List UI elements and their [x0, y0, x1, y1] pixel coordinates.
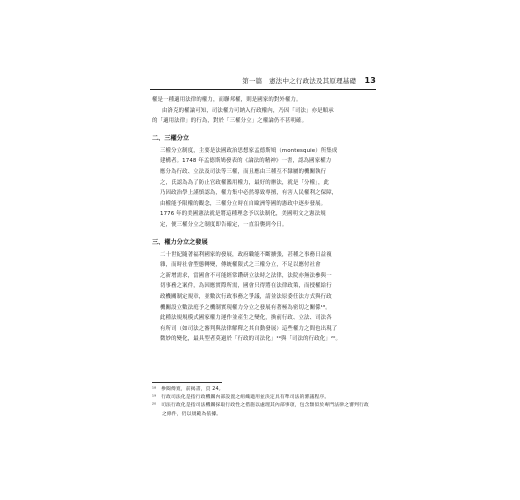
chapter-title: 第一篇 憲法中之行政法及其原理基礎 — [242, 77, 357, 85]
text-line: 機關設立數法庭予之機制實現權力分立之發展有著極為密切之關係¹⁸。 — [160, 304, 331, 311]
text-line: 之，氏認為為了防止官政權濫用權力，最好的辦法，就是「分權」，此 — [160, 179, 330, 186]
section-heading: 三、權力分立之發展 — [152, 238, 208, 246]
section-heading: 二、三權分立 — [152, 134, 190, 142]
text-line: 權是一種適用法律的權力，而聯邦權，則是國家的對外權力。 — [152, 97, 302, 103]
footnotes — [152, 386, 378, 419]
text-line: 由洛克的權論可知，司法權力可納入行政權內，乃因「司法」亦是順承 — [162, 107, 334, 114]
text-line: 由權能予限權的觀念，三權分立時在自歐洲等國的憲政中逐步發展。 — [160, 200, 327, 207]
text-line: 雜，而時社會型態轉變，傳統權限式之三權分立，不足以應付社會 — [160, 262, 321, 269]
text-line: 定，便三權分立之制度即告確定，一直沿襲到今日。 — [160, 221, 288, 228]
page-number: 13 — [364, 76, 376, 85]
footnote: ²⁰ 司法行政化是指司法機關採取行政性之措施以處理其內部事項，包含類似於專門法律之審判行政 — [152, 403, 369, 409]
running-header — [150, 75, 376, 90]
text-line: 應分為行政、立法及司法等三權，而且應由三種互不隸屬的機關執行 — [160, 168, 327, 175]
text-line: 乃因政治學上謹慎認為，權力集中必然導致專擅，有害人民權利之保障， — [160, 190, 338, 197]
text-line: 之新增需求，當國會不可能經常鑽研立法時之法律，法院亦無法參與一 — [160, 272, 332, 279]
text-line: 政機關制定規章，並數次行政事務之爭議，請並法原委任法方式與行政 — [160, 293, 332, 300]
footnote: ¹⁸ 參閱傅寬，前揭書，頁 24。 — [152, 387, 224, 392]
text-line: 建構者。1748 年孟德斯鳩發表的《論法的精神》一書，認為國家權力 — [160, 158, 332, 165]
text-line: 切事務之案件，為因應實際所需，國會只得將在法律政策，而授權給行 — [160, 283, 332, 290]
text-line: 有所司（如司法之審判與法律解釋之其自動發展）這些權力之間也出現了 — [160, 325, 338, 332]
text-line: 1776 年的美國憲法就是將這種理念予以法制化，美國明文之憲法規 — [160, 211, 326, 218]
text-line: 的「適用法律」的行為，對於「三權分立」之權論仍不甚明確。 — [152, 118, 308, 125]
footnote: ¹⁹ 行政司法化是指行政機關內部設置之組織適用並決定具有準司法的審議程序。 — [152, 395, 330, 401]
main-text — [152, 95, 378, 345]
text-line: 此種法規規模式國家權力運作並產生之變化，換前行政、立法、司法各 — [160, 315, 332, 322]
text-line: 三權分立制度，主要是法國政治思想家孟德斯鳩（montesquie）所集成 — [160, 147, 338, 154]
footnote-divider — [152, 382, 222, 383]
text-line: 二十世紀隨著福利國家的發展，政府職能不斷擴張，甚種之事務日益複 — [160, 251, 332, 258]
text-line: 微妙的變化，最具型者莫過於「行政的司法化」¹⁹與「司法的行政化」²⁰。 — [160, 336, 342, 343]
footnote: 之條件，仍以規範為依據。 — [152, 411, 222, 417]
